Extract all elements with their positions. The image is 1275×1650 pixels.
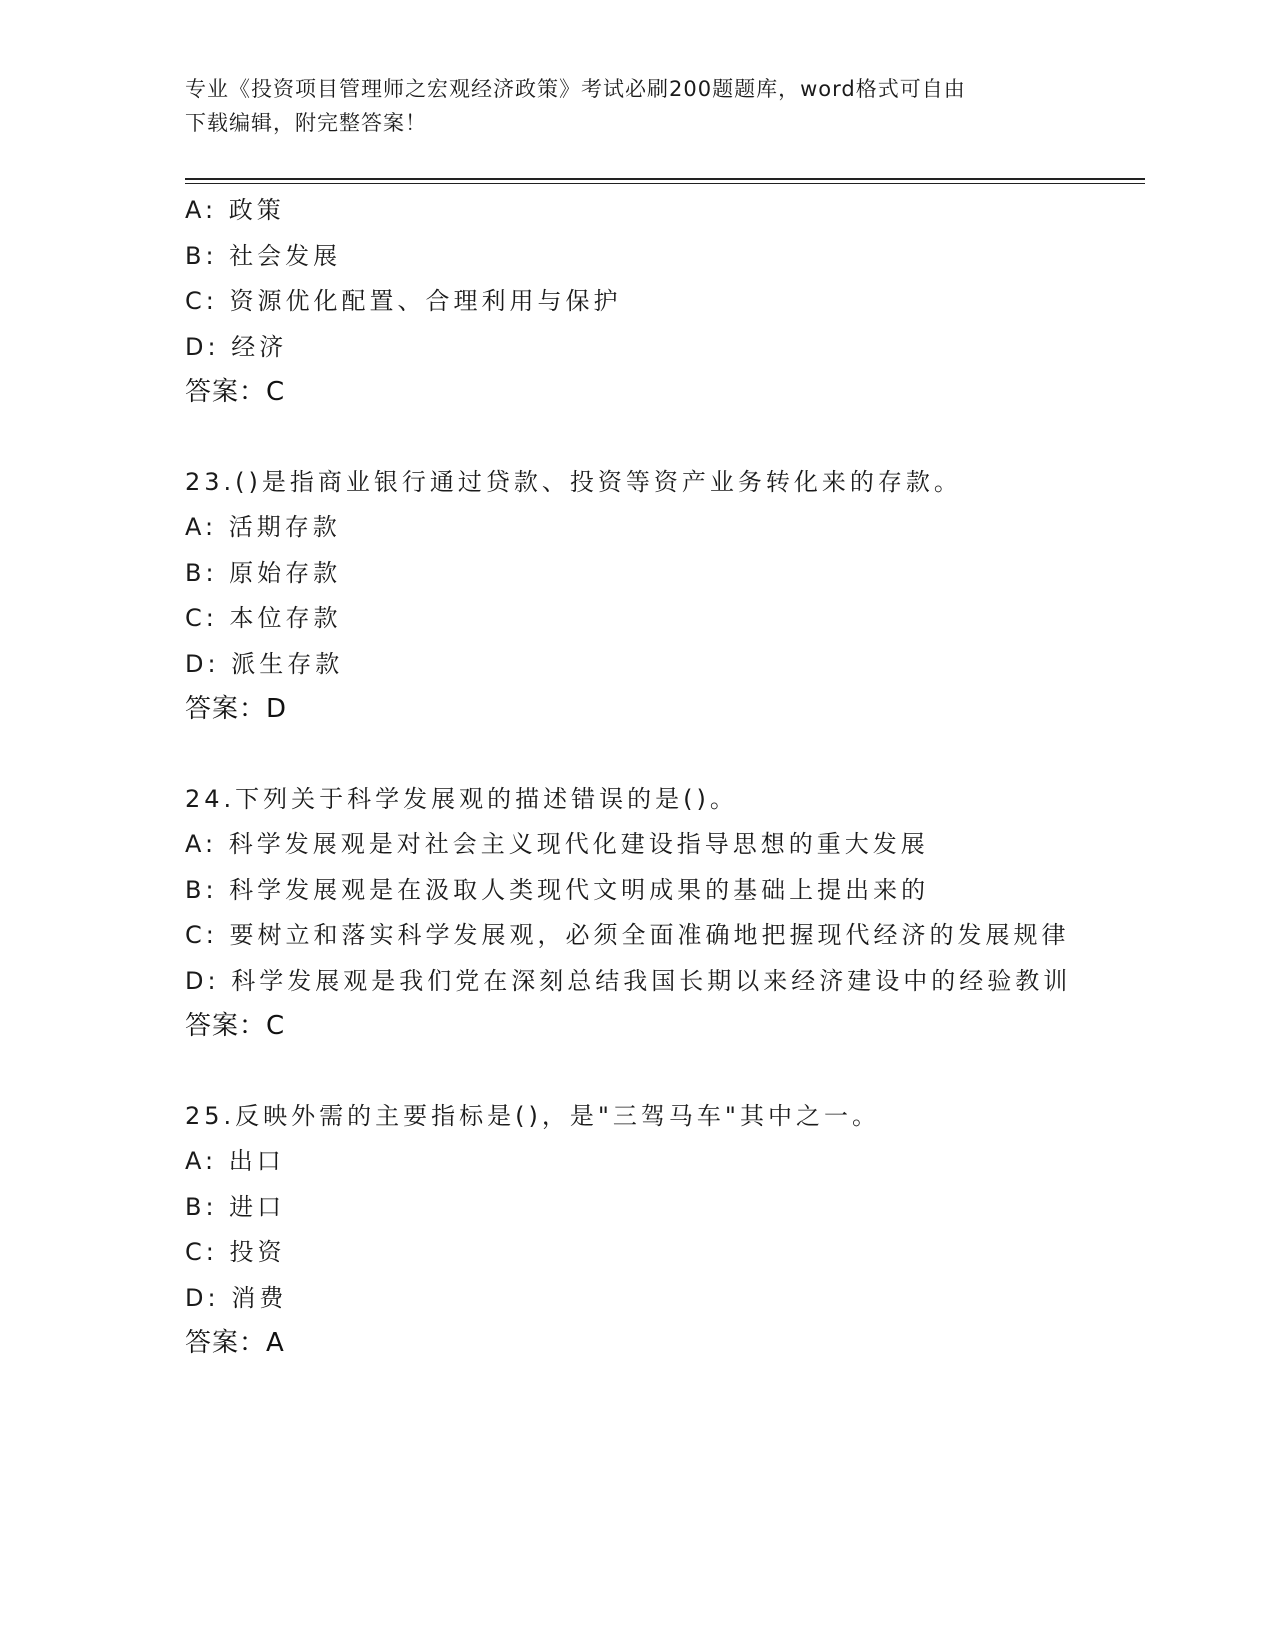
question-list [185, 188, 1085, 1367]
header-line-1: 专业《投资项目管理师之宏观经济政策》考试必刷200题题库，word格式可自由 [185, 77, 966, 101]
option-b: B: 科学发展观是在汲取人类现代文明成果的基础上提出来的 [185, 875, 930, 904]
header-divider-thin [185, 183, 1145, 184]
answer-line: 答案：C [185, 377, 286, 407]
question-stem: 25.反映外需的主要指标是()，是"三驾马车"其中之一。 [185, 1101, 880, 1130]
question-23 [185, 460, 1085, 733]
option-c: C: 要树立和落实科学发展观，必须全面准确地把握现代经济的发展规律 [185, 921, 1070, 949]
option-b: B: 原始存款 [185, 558, 342, 587]
option-b: B: 社会发展 [185, 241, 342, 270]
option-a: A: 活期存款 [185, 513, 341, 541]
option-a: A: 科学发展观是对社会主义现代化建设指导思想的重大发展 [185, 830, 929, 858]
question-fragment [185, 188, 1085, 416]
answer-line: 答案：A [185, 1328, 285, 1358]
option-d: D: 派生存款 [185, 649, 344, 678]
header-line-2: 下载编辑，附完整答案！ [185, 111, 427, 135]
option-d: D: 科学发展观是我们党在深刻总结我国长期以来经济建设中的经验教训 [185, 966, 1072, 995]
option-d: D: 经济 [185, 332, 288, 361]
question-25 [185, 1094, 1085, 1367]
spacer [185, 733, 1085, 777]
answer-line: 答案：D [185, 694, 288, 724]
question-stem: 24.下列关于科学发展观的描述错误的是()。 [185, 784, 738, 813]
option-a: A: 出口 [185, 1147, 285, 1175]
document-header [185, 72, 1085, 140]
spacer [185, 416, 1085, 460]
option-a: A: 政策 [185, 196, 285, 224]
option-c: C: 本位存款 [185, 604, 342, 632]
question-24 [185, 777, 1085, 1050]
option-d: D: 消费 [185, 1283, 288, 1312]
question-stem: 23.()是指商业银行通过贷款、投资等资产业务转化来的存款。 [185, 467, 962, 496]
answer-line: 答案：C [185, 1011, 286, 1041]
option-c: C: 投资 [185, 1238, 286, 1266]
option-c: C: 资源优化配置、合理利用与保护 [185, 287, 622, 315]
header-divider-thick [185, 178, 1145, 180]
spacer [185, 1050, 1085, 1094]
option-b: B: 进口 [185, 1192, 286, 1221]
